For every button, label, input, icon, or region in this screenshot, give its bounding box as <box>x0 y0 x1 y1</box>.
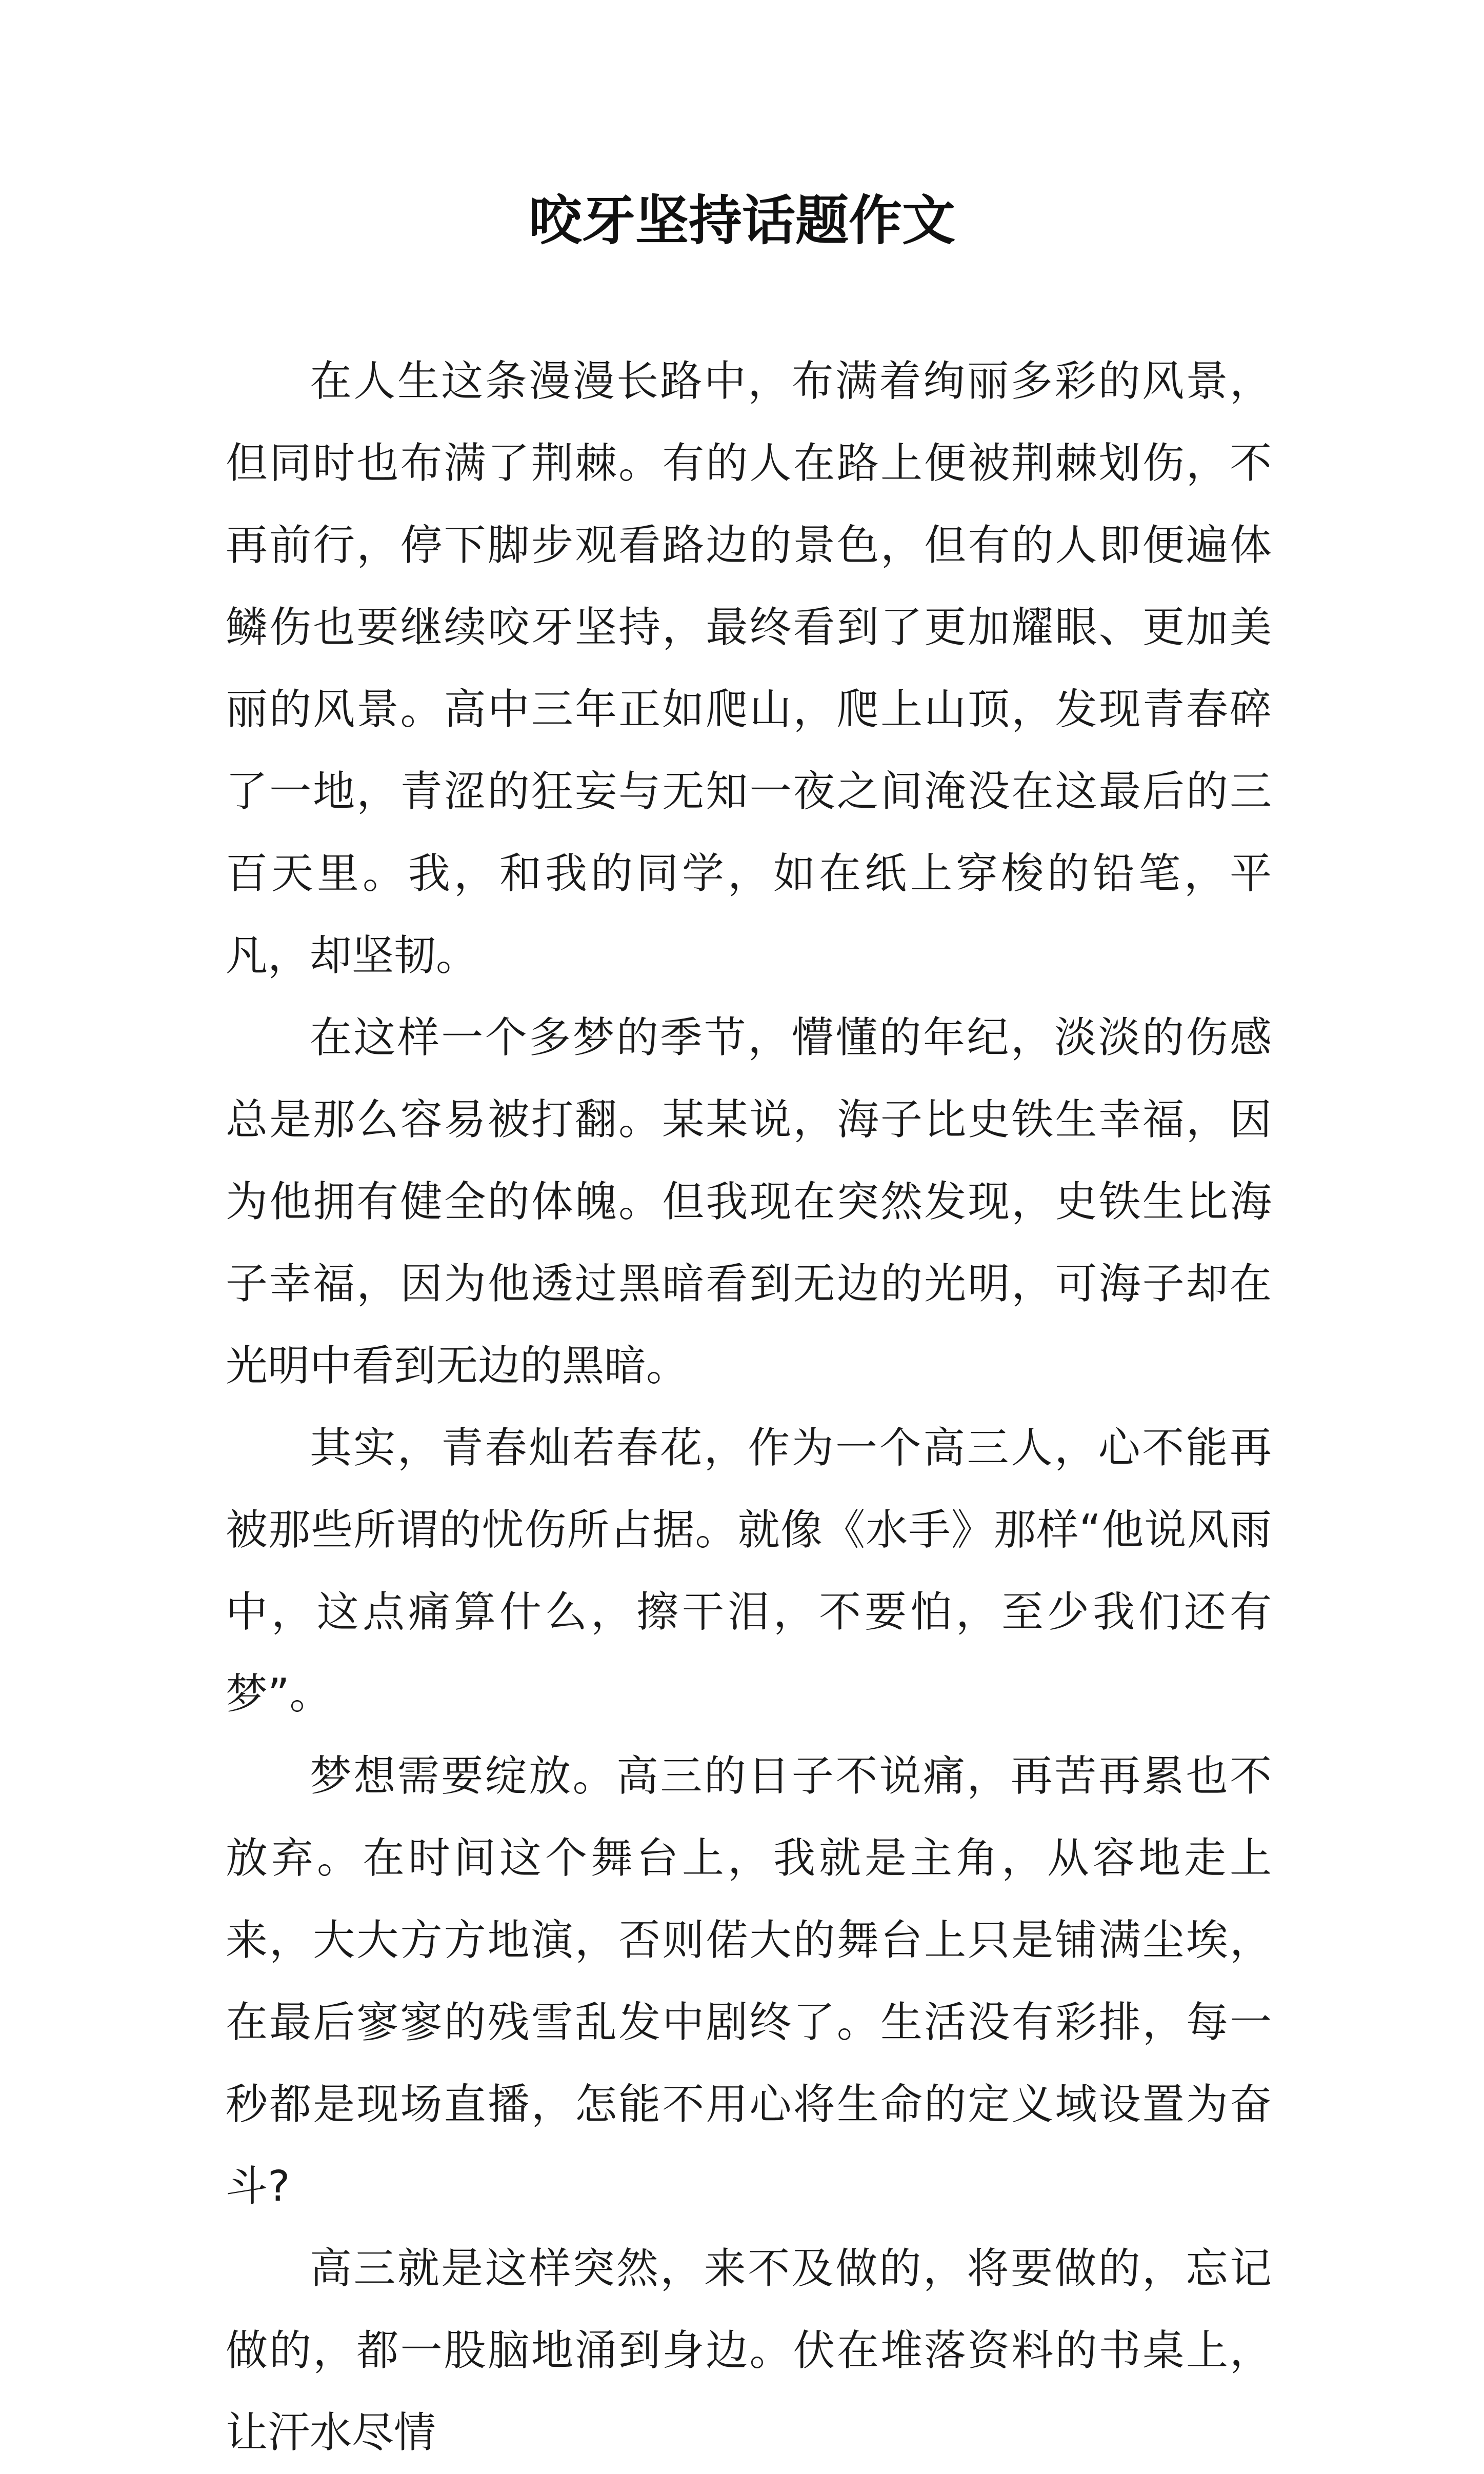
paragraph: 高三就是这样突然，来不及做的，将要做的，忘记做的，都一股脑地涌到身边。伏在堆落资料的书桌上，让汗水尽情 <box>226 2244 1272 2457</box>
paragraph: 梦想需要绽放。高三的日子不说痛，再苦再累也不放弃。在时间这个舞台上，我就是主角，从容地走上来，大大方方地演，否则偌大的舞台上只是铺满尘埃，在最后寥寥的残雪乱发中剧终了。生活没有彩排，每一秒都是现场直播，怎能不用心将生命的定义域设置为奋斗? <box>226 1752 1272 2211</box>
document-title: 咬牙坚持话题作文 <box>528 189 955 252</box>
paragraph: 在这样一个多梦的季节，懵懂的年纪，淡淡的伤感总是那么容易被打翻。某某说，海子比史铁生幸福，因为他拥有健全的体魄。但我现在突然发现，史铁生比海子幸福，因为他透过黑暗看到无边的光明，可海子却在光明中看到无边的黑暗。 <box>226 1013 1272 1390</box>
paragraph: 在人生这条漫漫长路中，布满着绚丽多彩的风景，但同时也布满了荆棘。有的人在路上便被荆棘划伤，不再前行，停下脚步观看路边的景色，但有的人即便遍体鳞伤也要继续咬牙坚持，最终看到了更加耀眼、更加美丽的风景。高中三年正如爬山，爬上山顶，发现青春碎了一地，青涩的狂妄与无知一夜之间淹没在这最后的三百天里。我，和我的同学，如在纸上穿梭的铅笔，平凡，却坚韧。 <box>226 357 1272 980</box>
document-body <box>226 341 1272 2474</box>
paragraph: 其实，青春灿若春花，作为一个高三人，心不能再被那些所谓的忧伤所占据。就像《水手》那样“他说风雨中，这点痛算什么，擦干泪，不要怕，至少我们还有梦”。 <box>226 1424 1272 1719</box>
